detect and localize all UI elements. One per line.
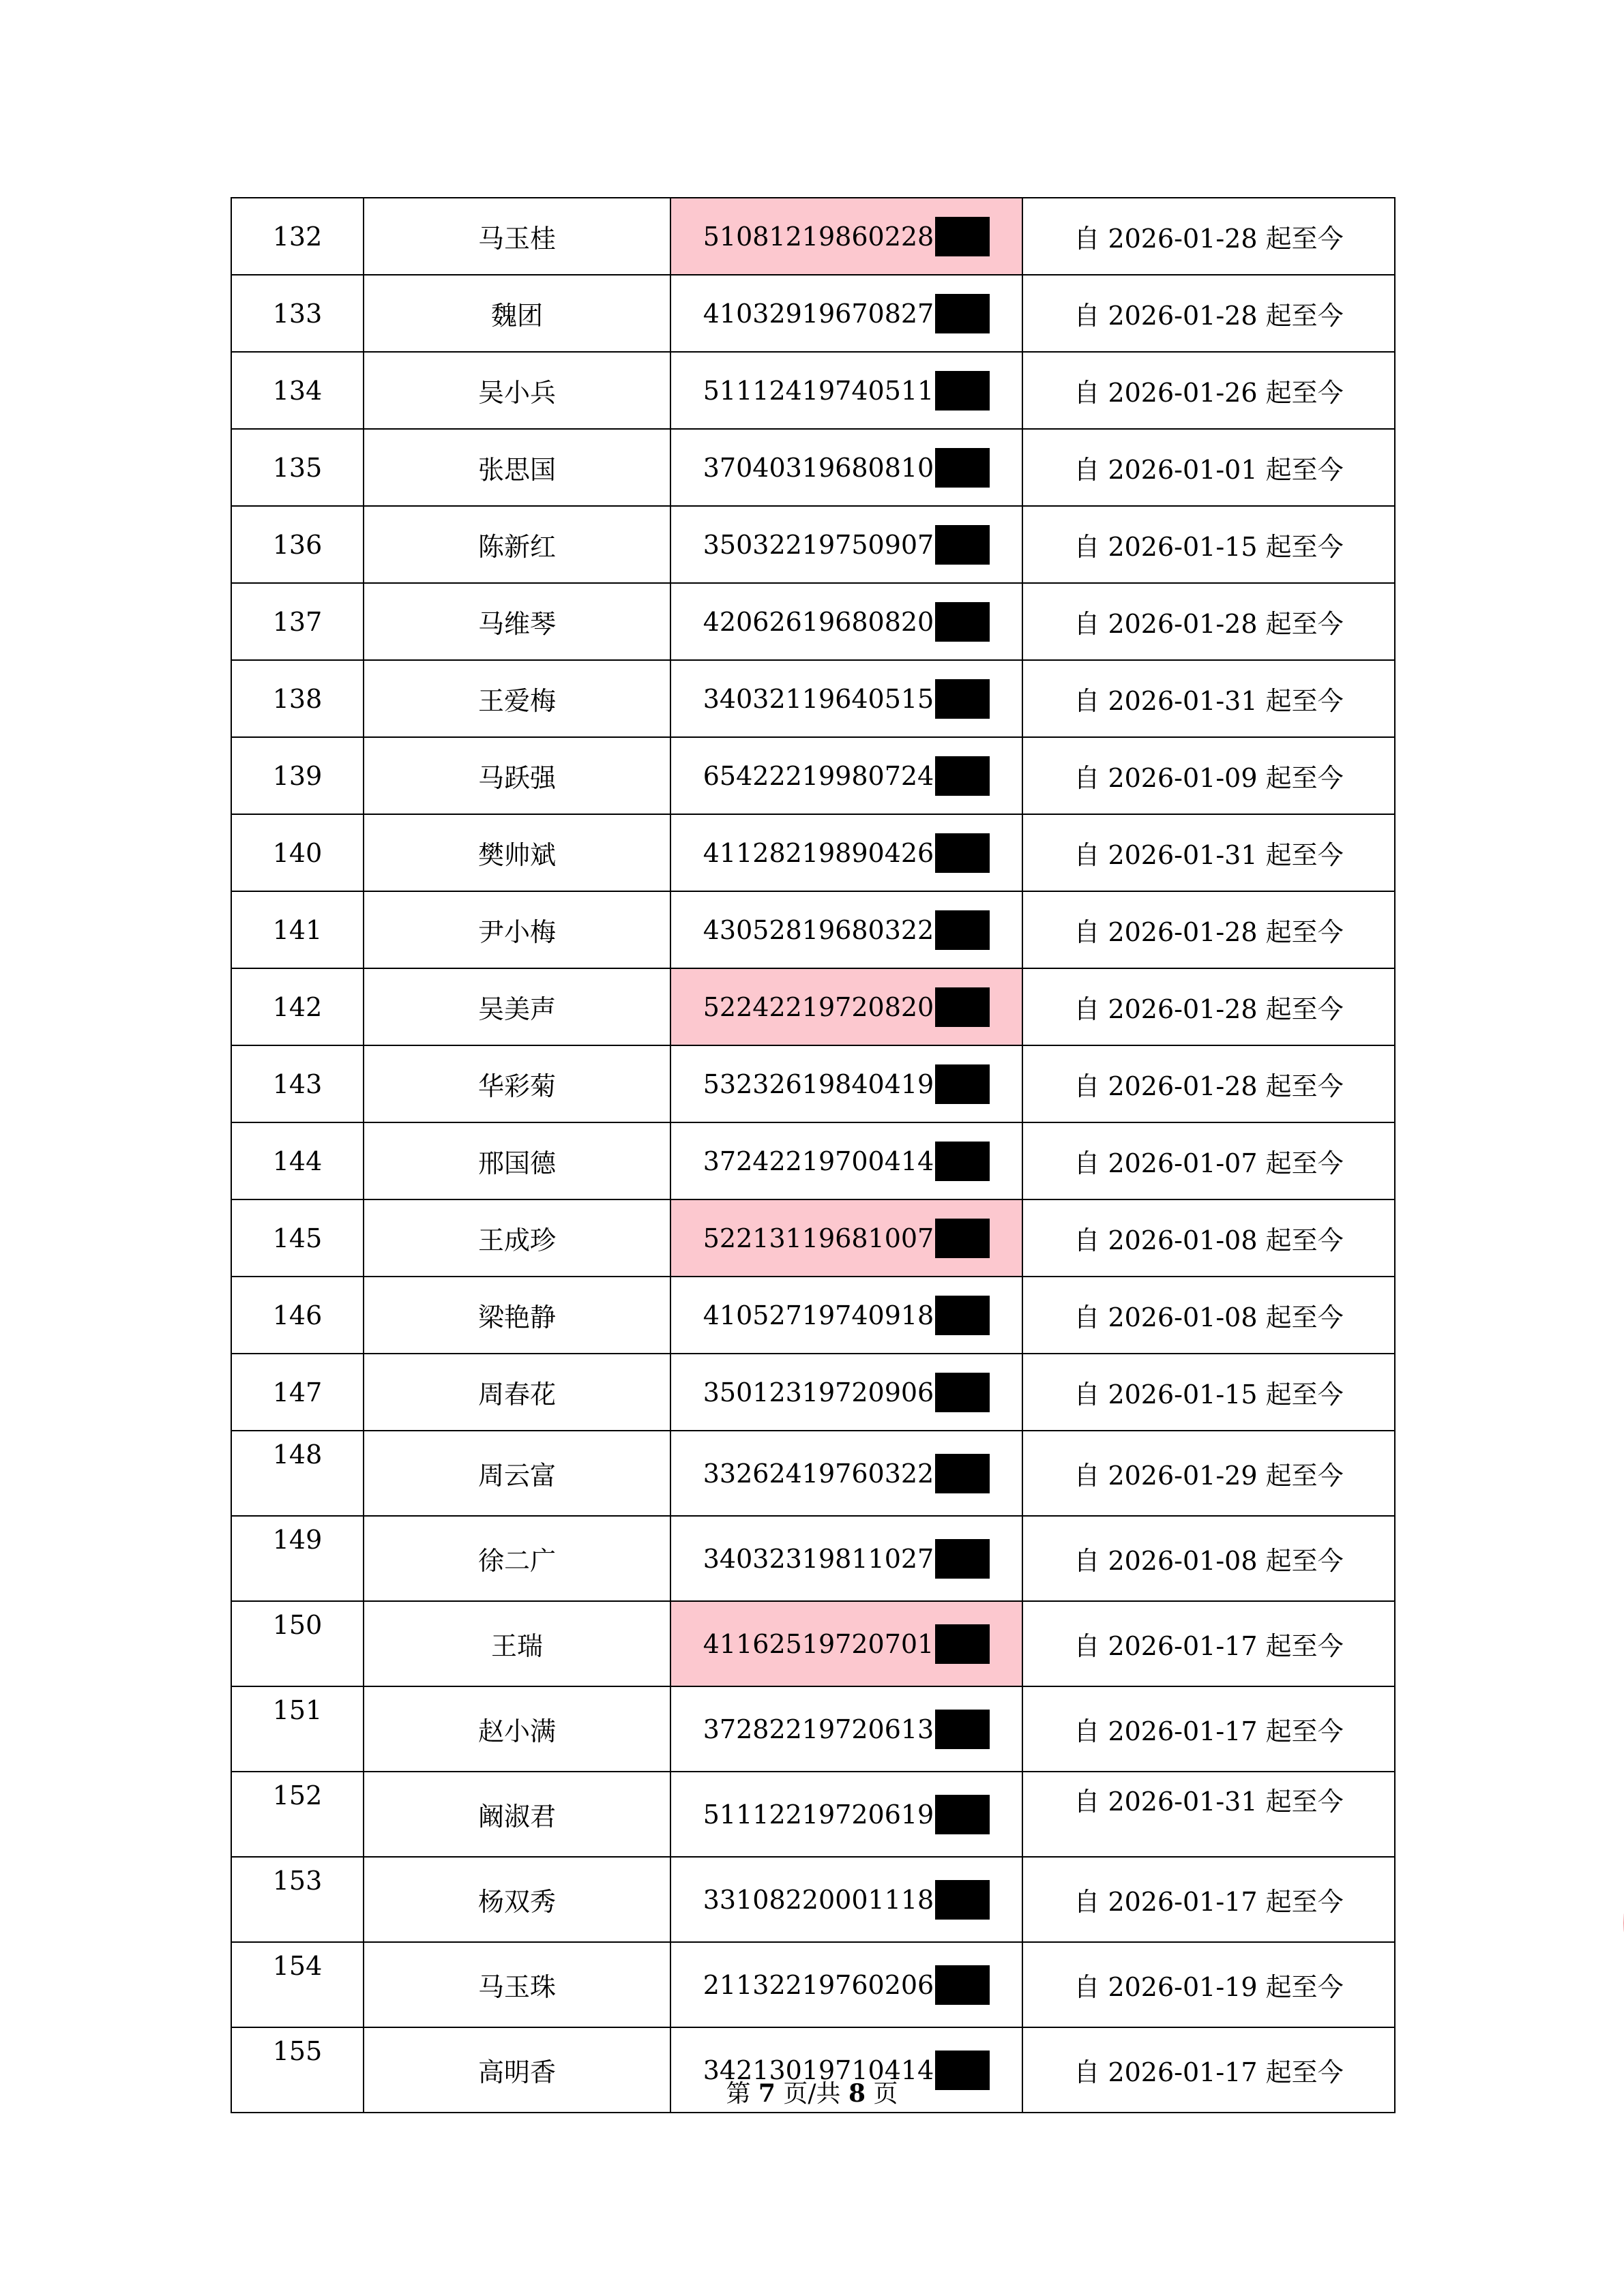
redaction-block	[935, 1142, 990, 1181]
table-row	[231, 1199, 1395, 1277]
id-number: 43052819680322	[703, 914, 934, 945]
table-row	[231, 968, 1395, 1045]
id-number: 35032219750907	[703, 529, 934, 560]
redaction-block	[935, 679, 990, 719]
page-footer	[0, 2074, 1624, 2109]
id-number: 51112419740511	[703, 375, 934, 406]
row-number-cell	[231, 1686, 364, 1772]
effective-date-cell	[1022, 1857, 1395, 1942]
id-number: 37242219700414	[703, 1146, 934, 1176]
id-number-cell	[670, 1772, 1022, 1857]
row-number-cell	[231, 1431, 364, 1516]
id-number-cell	[670, 814, 1022, 891]
id-number-cell	[670, 891, 1022, 968]
person-name: 陈新红	[477, 532, 556, 562]
effective-date: 自 2026-01-15 起至今	[1074, 1380, 1344, 1410]
table-row	[231, 1045, 1395, 1122]
redaction-block	[935, 987, 990, 1027]
effective-date-cell	[1022, 814, 1395, 891]
row-number: 138	[272, 683, 323, 714]
id-number-cell	[670, 1942, 1022, 2027]
id-number: 37040319680810	[703, 452, 934, 483]
redaction-block	[935, 1296, 990, 1335]
table-row	[231, 1601, 1395, 1686]
name-cell	[364, 737, 670, 814]
person-name: 王爱梅	[477, 686, 556, 716]
table-row	[231, 814, 1395, 891]
person-name: 杨双秀	[477, 1887, 556, 1917]
total-page-number: 8	[848, 2079, 866, 2108]
row-number-cell	[231, 429, 364, 506]
redaction-block	[935, 1795, 990, 1834]
name-cell	[364, 968, 670, 1045]
id-number: 34032119640515	[703, 683, 934, 714]
redaction-block	[935, 1624, 990, 1664]
person-name: 张思国	[477, 455, 556, 485]
id-number-cell	[670, 1601, 1022, 1686]
redaction-block	[935, 371, 990, 411]
effective-date: 自 2026-01-28 起至今	[1074, 224, 1344, 254]
person-name: 吴小兵	[477, 378, 556, 408]
table-row	[231, 275, 1395, 352]
name-cell	[364, 1431, 670, 1516]
id-number: 41128219890426	[703, 837, 934, 868]
redaction-block	[935, 448, 990, 488]
redaction-block	[935, 1219, 990, 1258]
id-number: 53232619840419	[703, 1069, 934, 1099]
redaction-block	[935, 756, 990, 796]
row-number-cell	[231, 583, 364, 660]
row-number: 153	[272, 1866, 323, 1896]
effective-date: 自 2026-01-08 起至今	[1074, 1546, 1344, 1576]
registry-table	[231, 197, 1396, 2113]
id-number-cell	[670, 352, 1022, 429]
person-name: 樊帅斌	[477, 840, 556, 870]
id-number: 42062619680820	[703, 606, 934, 637]
name-cell	[364, 352, 670, 429]
redaction-block	[935, 1539, 990, 1579]
id-number-cell	[670, 1199, 1022, 1277]
id-number-cell	[670, 198, 1022, 275]
row-number: 137	[272, 606, 323, 637]
effective-date: 自 2026-01-28 起至今	[1074, 1071, 1344, 1101]
id-number: 34213019710414	[703, 2055, 934, 2085]
table-row	[231, 1122, 1395, 1199]
row-number-cell	[231, 1277, 364, 1354]
id-number-cell	[670, 1354, 1022, 1431]
id-number-cell	[670, 583, 1022, 660]
id-number: 35012319720906	[703, 1377, 934, 1407]
effective-date: 自 2026-01-28 起至今	[1074, 917, 1344, 947]
effective-date: 自 2026-01-28 起至今	[1074, 994, 1344, 1024]
effective-date-cell	[1022, 429, 1395, 506]
row-number-cell	[231, 1942, 364, 2027]
name-cell	[364, 1772, 670, 1857]
name-cell	[364, 506, 670, 583]
row-number: 140	[272, 837, 323, 868]
person-name: 梁艳静	[477, 1302, 556, 1332]
row-number: 146	[272, 1300, 323, 1330]
current-page-number: 7	[758, 2079, 776, 2108]
effective-date-cell	[1022, 506, 1395, 583]
effective-date: 自 2026-01-28 起至今	[1074, 301, 1344, 331]
effective-date-cell	[1022, 891, 1395, 968]
row-number: 142	[272, 992, 323, 1022]
effective-date-cell	[1022, 1516, 1395, 1601]
person-name: 邢国德	[477, 1148, 556, 1178]
id-number-cell	[670, 1277, 1022, 1354]
table-row	[231, 1686, 1395, 1772]
row-number: 150	[272, 1610, 323, 1640]
effective-date-cell	[1022, 1431, 1395, 1516]
table-row	[231, 1772, 1395, 1857]
row-number-cell	[231, 506, 364, 583]
footer-middle: 页/共	[775, 2080, 849, 2108]
row-number-cell	[231, 737, 364, 814]
id-number-cell	[670, 968, 1022, 1045]
row-number: 134	[272, 375, 323, 406]
id-number: 41162519720701	[703, 1628, 934, 1659]
id-number: 41052719740918	[703, 1300, 934, 1330]
redaction-block	[935, 1454, 990, 1493]
name-cell	[364, 1277, 670, 1354]
name-cell	[364, 891, 670, 968]
name-cell	[364, 1686, 670, 1772]
name-cell	[364, 583, 670, 660]
table-row	[231, 506, 1395, 583]
table-row	[231, 1354, 1395, 1431]
id-number: 52242219720820	[703, 992, 934, 1022]
redaction-block	[935, 602, 990, 642]
person-name: 魏团	[490, 301, 543, 331]
effective-date: 自 2026-01-31 起至今	[1074, 1787, 1344, 1817]
id-number: 34032319811027	[703, 1543, 934, 1574]
redaction-block	[935, 217, 990, 256]
id-number-cell	[670, 275, 1022, 352]
row-number: 151	[272, 1695, 323, 1725]
effective-date-cell	[1022, 1045, 1395, 1122]
row-number: 143	[272, 1069, 323, 1099]
effective-date-cell	[1022, 968, 1395, 1045]
name-cell	[364, 1601, 670, 1686]
table-row	[231, 660, 1395, 737]
effective-date-cell	[1022, 198, 1395, 275]
row-number: 144	[272, 1146, 323, 1176]
id-number: 33108220001118	[703, 1884, 934, 1915]
person-name: 周春花	[477, 1380, 556, 1410]
effective-date-cell	[1022, 1199, 1395, 1277]
effective-date-cell	[1022, 660, 1395, 737]
name-cell	[364, 814, 670, 891]
effective-date-cell	[1022, 275, 1395, 352]
footer-suffix: 页	[866, 2080, 898, 2108]
effective-date-cell	[1022, 352, 1395, 429]
name-cell	[364, 275, 670, 352]
effective-date-cell	[1022, 1354, 1395, 1431]
id-number: 52213119681007	[703, 1223, 934, 1253]
table-row	[231, 891, 1395, 968]
name-cell	[364, 1354, 670, 1431]
person-name: 尹小梅	[477, 917, 556, 947]
effective-date: 自 2026-01-08 起至今	[1074, 1225, 1344, 1255]
name-cell	[364, 660, 670, 737]
row-number: 148	[272, 1440, 323, 1470]
effective-date-cell	[1022, 1277, 1395, 1354]
id-number: 41032919670827	[703, 298, 934, 329]
row-number-cell	[231, 814, 364, 891]
person-name: 马维琴	[477, 609, 556, 639]
person-name: 阚淑君	[477, 1802, 556, 1832]
person-name: 马跃强	[477, 763, 556, 793]
row-number-cell	[231, 1354, 364, 1431]
redaction-block	[935, 910, 990, 950]
redaction-block	[935, 1710, 990, 1749]
id-number-cell	[670, 1122, 1022, 1199]
table-row	[231, 1277, 1395, 1354]
id-number: 37282219720613	[703, 1714, 934, 1744]
table-row	[231, 1942, 1395, 2027]
redaction-block	[935, 1064, 990, 1104]
table-row	[231, 1516, 1395, 1601]
effective-date: 自 2026-01-01 起至今	[1074, 455, 1344, 485]
name-cell	[364, 198, 670, 275]
person-name: 马玉珠	[477, 1972, 556, 2002]
id-number-cell	[670, 1686, 1022, 1772]
person-name: 高明香	[477, 2057, 556, 2087]
table-row	[231, 737, 1395, 814]
effective-date: 自 2026-01-31 起至今	[1074, 686, 1344, 716]
row-number: 147	[272, 1377, 323, 1407]
table-row	[231, 583, 1395, 660]
row-number-cell	[231, 1122, 364, 1199]
row-number: 149	[272, 1525, 323, 1555]
effective-date: 自 2026-01-15 起至今	[1074, 532, 1344, 562]
effective-date: 自 2026-01-28 起至今	[1074, 609, 1344, 639]
effective-date: 自 2026-01-09 起至今	[1074, 763, 1344, 793]
name-cell	[364, 1516, 670, 1601]
red-official-seal-icon	[1569, 1773, 1624, 2073]
person-name: 华彩菊	[477, 1071, 556, 1101]
table-row	[231, 1857, 1395, 1942]
row-number-cell	[231, 198, 364, 275]
row-number: 145	[272, 1223, 323, 1253]
effective-date: 自 2026-01-29 起至今	[1074, 1461, 1344, 1491]
id-number: 65422219980724	[703, 760, 934, 791]
person-name: 王瑞	[490, 1631, 543, 1661]
effective-date-cell	[1022, 1942, 1395, 2027]
row-number-cell	[231, 660, 364, 737]
id-number-cell	[670, 737, 1022, 814]
row-number-cell	[231, 1772, 364, 1857]
name-cell	[364, 1199, 670, 1277]
row-number: 136	[272, 529, 323, 560]
row-number: 133	[272, 298, 323, 329]
row-number: 132	[272, 221, 323, 252]
row-number-cell	[231, 1516, 364, 1601]
effective-date: 自 2026-01-17 起至今	[1074, 2057, 1344, 2087]
effective-date: 自 2026-01-31 起至今	[1074, 840, 1344, 870]
row-number-cell	[231, 1045, 364, 1122]
effective-date: 自 2026-01-19 起至今	[1074, 1972, 1344, 2002]
id-number: 51112219720619	[703, 1799, 934, 1830]
id-number-cell	[670, 1516, 1022, 1601]
redaction-block	[935, 1880, 990, 1920]
redaction-block	[935, 1965, 990, 2005]
id-number-cell	[670, 506, 1022, 583]
row-number: 155	[272, 2036, 323, 2066]
table-row	[231, 198, 1395, 275]
table-row	[231, 352, 1395, 429]
row-number-cell	[231, 1857, 364, 1942]
row-number-cell	[231, 891, 364, 968]
row-number-cell	[231, 275, 364, 352]
name-cell	[364, 429, 670, 506]
redaction-block	[935, 1373, 990, 1412]
name-cell	[364, 1857, 670, 1942]
effective-date: 自 2026-01-26 起至今	[1074, 378, 1344, 408]
registry-table-body	[231, 198, 1395, 2113]
person-name: 吴美声	[477, 994, 556, 1024]
person-name: 王成珍	[477, 1225, 556, 1255]
row-number: 141	[272, 914, 323, 945]
row-number-cell	[231, 352, 364, 429]
effective-date: 自 2026-01-08 起至今	[1074, 1302, 1344, 1332]
name-cell	[364, 1942, 670, 2027]
id-number-cell	[670, 429, 1022, 506]
effective-date-cell	[1022, 1122, 1395, 1199]
table-row	[231, 1431, 1395, 1516]
effective-date-cell	[1022, 1601, 1395, 1686]
row-number: 154	[272, 1951, 323, 1981]
effective-date: 自 2026-01-17 起至今	[1074, 1716, 1344, 1746]
row-number: 135	[272, 452, 323, 483]
id-number: 51081219860228	[703, 221, 934, 252]
effective-date-cell	[1022, 583, 1395, 660]
id-number: 33262419760322	[703, 1458, 934, 1489]
effective-date-cell	[1022, 1772, 1395, 1857]
table-row	[231, 429, 1395, 506]
effective-date: 自 2026-01-17 起至今	[1074, 1631, 1344, 1661]
redaction-block	[935, 294, 990, 333]
person-name: 赵小满	[477, 1716, 556, 1746]
row-number-cell	[231, 1199, 364, 1277]
row-number: 139	[272, 760, 323, 791]
id-number: 21132219760206	[703, 1969, 934, 2000]
name-cell	[364, 1122, 670, 1199]
person-name: 周云富	[477, 1461, 556, 1491]
effective-date-cell	[1022, 1686, 1395, 1772]
row-number-cell	[231, 1601, 364, 1686]
row-number: 152	[272, 1780, 323, 1810]
person-name: 徐二广	[477, 1546, 556, 1576]
effective-date: 自 2026-01-07 起至今	[1074, 1148, 1344, 1178]
person-name: 马玉桂	[477, 224, 556, 254]
row-number-cell	[231, 968, 364, 1045]
effective-date-cell	[1022, 737, 1395, 814]
redaction-block	[935, 833, 990, 873]
id-number-cell	[670, 1857, 1022, 1942]
id-number-cell	[670, 1045, 1022, 1122]
footer-prefix: 第	[726, 2080, 758, 2108]
effective-date: 自 2026-01-17 起至今	[1074, 1887, 1344, 1917]
redaction-block	[935, 525, 990, 565]
name-cell	[364, 1045, 670, 1122]
id-number-cell	[670, 660, 1022, 737]
id-number-cell	[670, 1431, 1022, 1516]
